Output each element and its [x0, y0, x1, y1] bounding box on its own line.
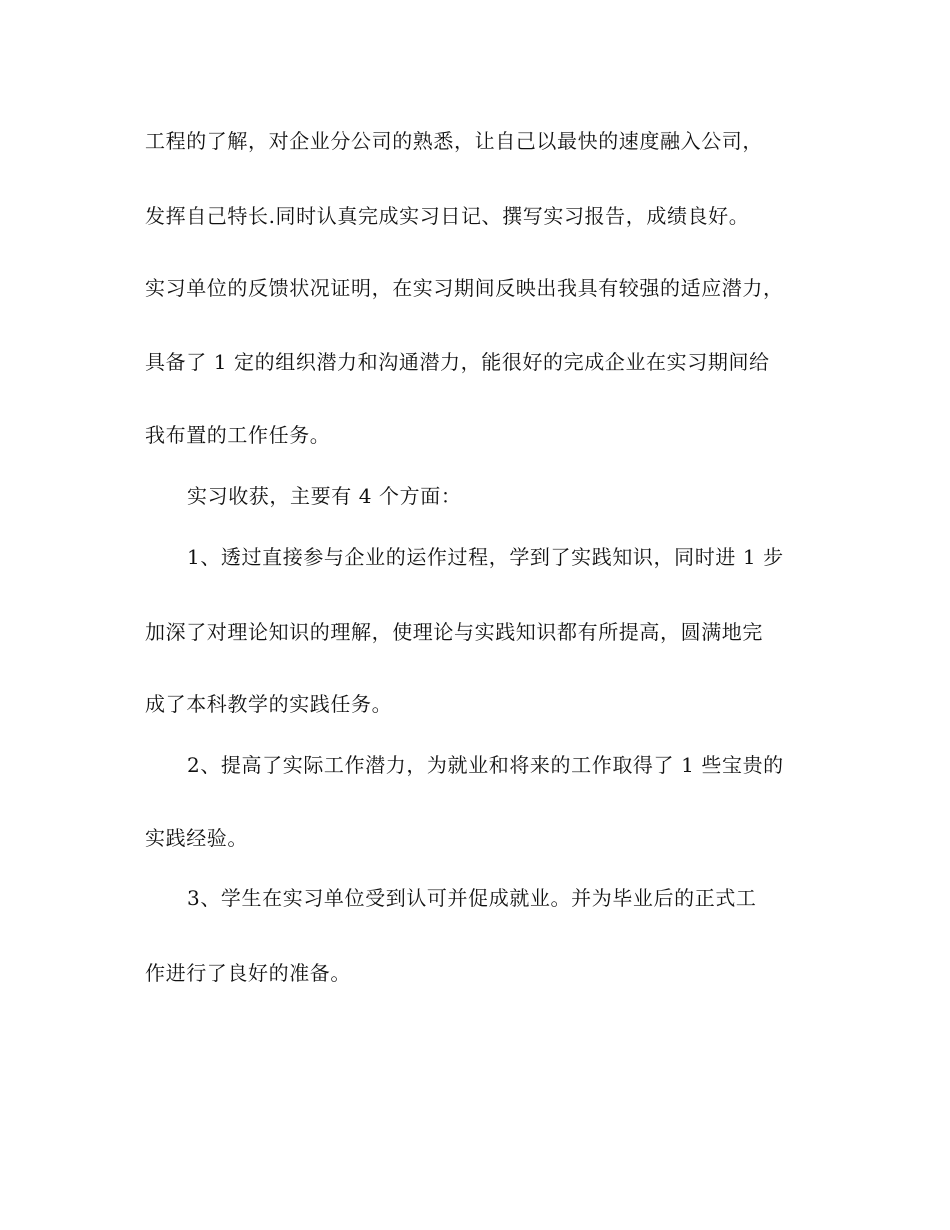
paragraph-line: 我布置的工作任务。	[145, 423, 331, 447]
paragraph-line: 工程的了解，对企业分公司的熟悉，让自己以最快的速度融入公司，	[145, 129, 763, 153]
list-item-2-line: 2、提高了实际工作潜力，为就业和将来的工作取得了 1 些宝贵的	[187, 753, 784, 777]
paragraph-line: 实践经验。	[145, 826, 248, 850]
list-item-3-line: 3、学生在实习单位受到认可并促成就业。并为毕业后的正式工	[187, 886, 757, 910]
section-heading: 实习收获，主要有 4 个方面：	[187, 484, 462, 508]
paragraph-line: 加深了对理论知识的理解，使理论与实践知识都有所提高，圆满地完	[145, 620, 763, 644]
paragraph-line: 作进行了良好的准备。	[145, 961, 351, 985]
list-item-1-line: 1、透过直接参与企业的运作过程，学到了实践知识，同时进 1 步	[187, 545, 784, 569]
paragraph-line: 具备了 1 定的组织潜力和沟通潜力，能很好的完成企业在实习期间给	[145, 350, 770, 374]
paragraph-line: 成了本科教学的实践任务。	[145, 692, 393, 716]
paragraph-line: 发挥自己特长.同时认真完成实习日记、撰写实习报告，成绩良好。	[145, 204, 750, 228]
paragraph-line: 实习单位的反馈状况证明，在实习期间反映出我具有较强的适应潜力，	[145, 276, 784, 300]
